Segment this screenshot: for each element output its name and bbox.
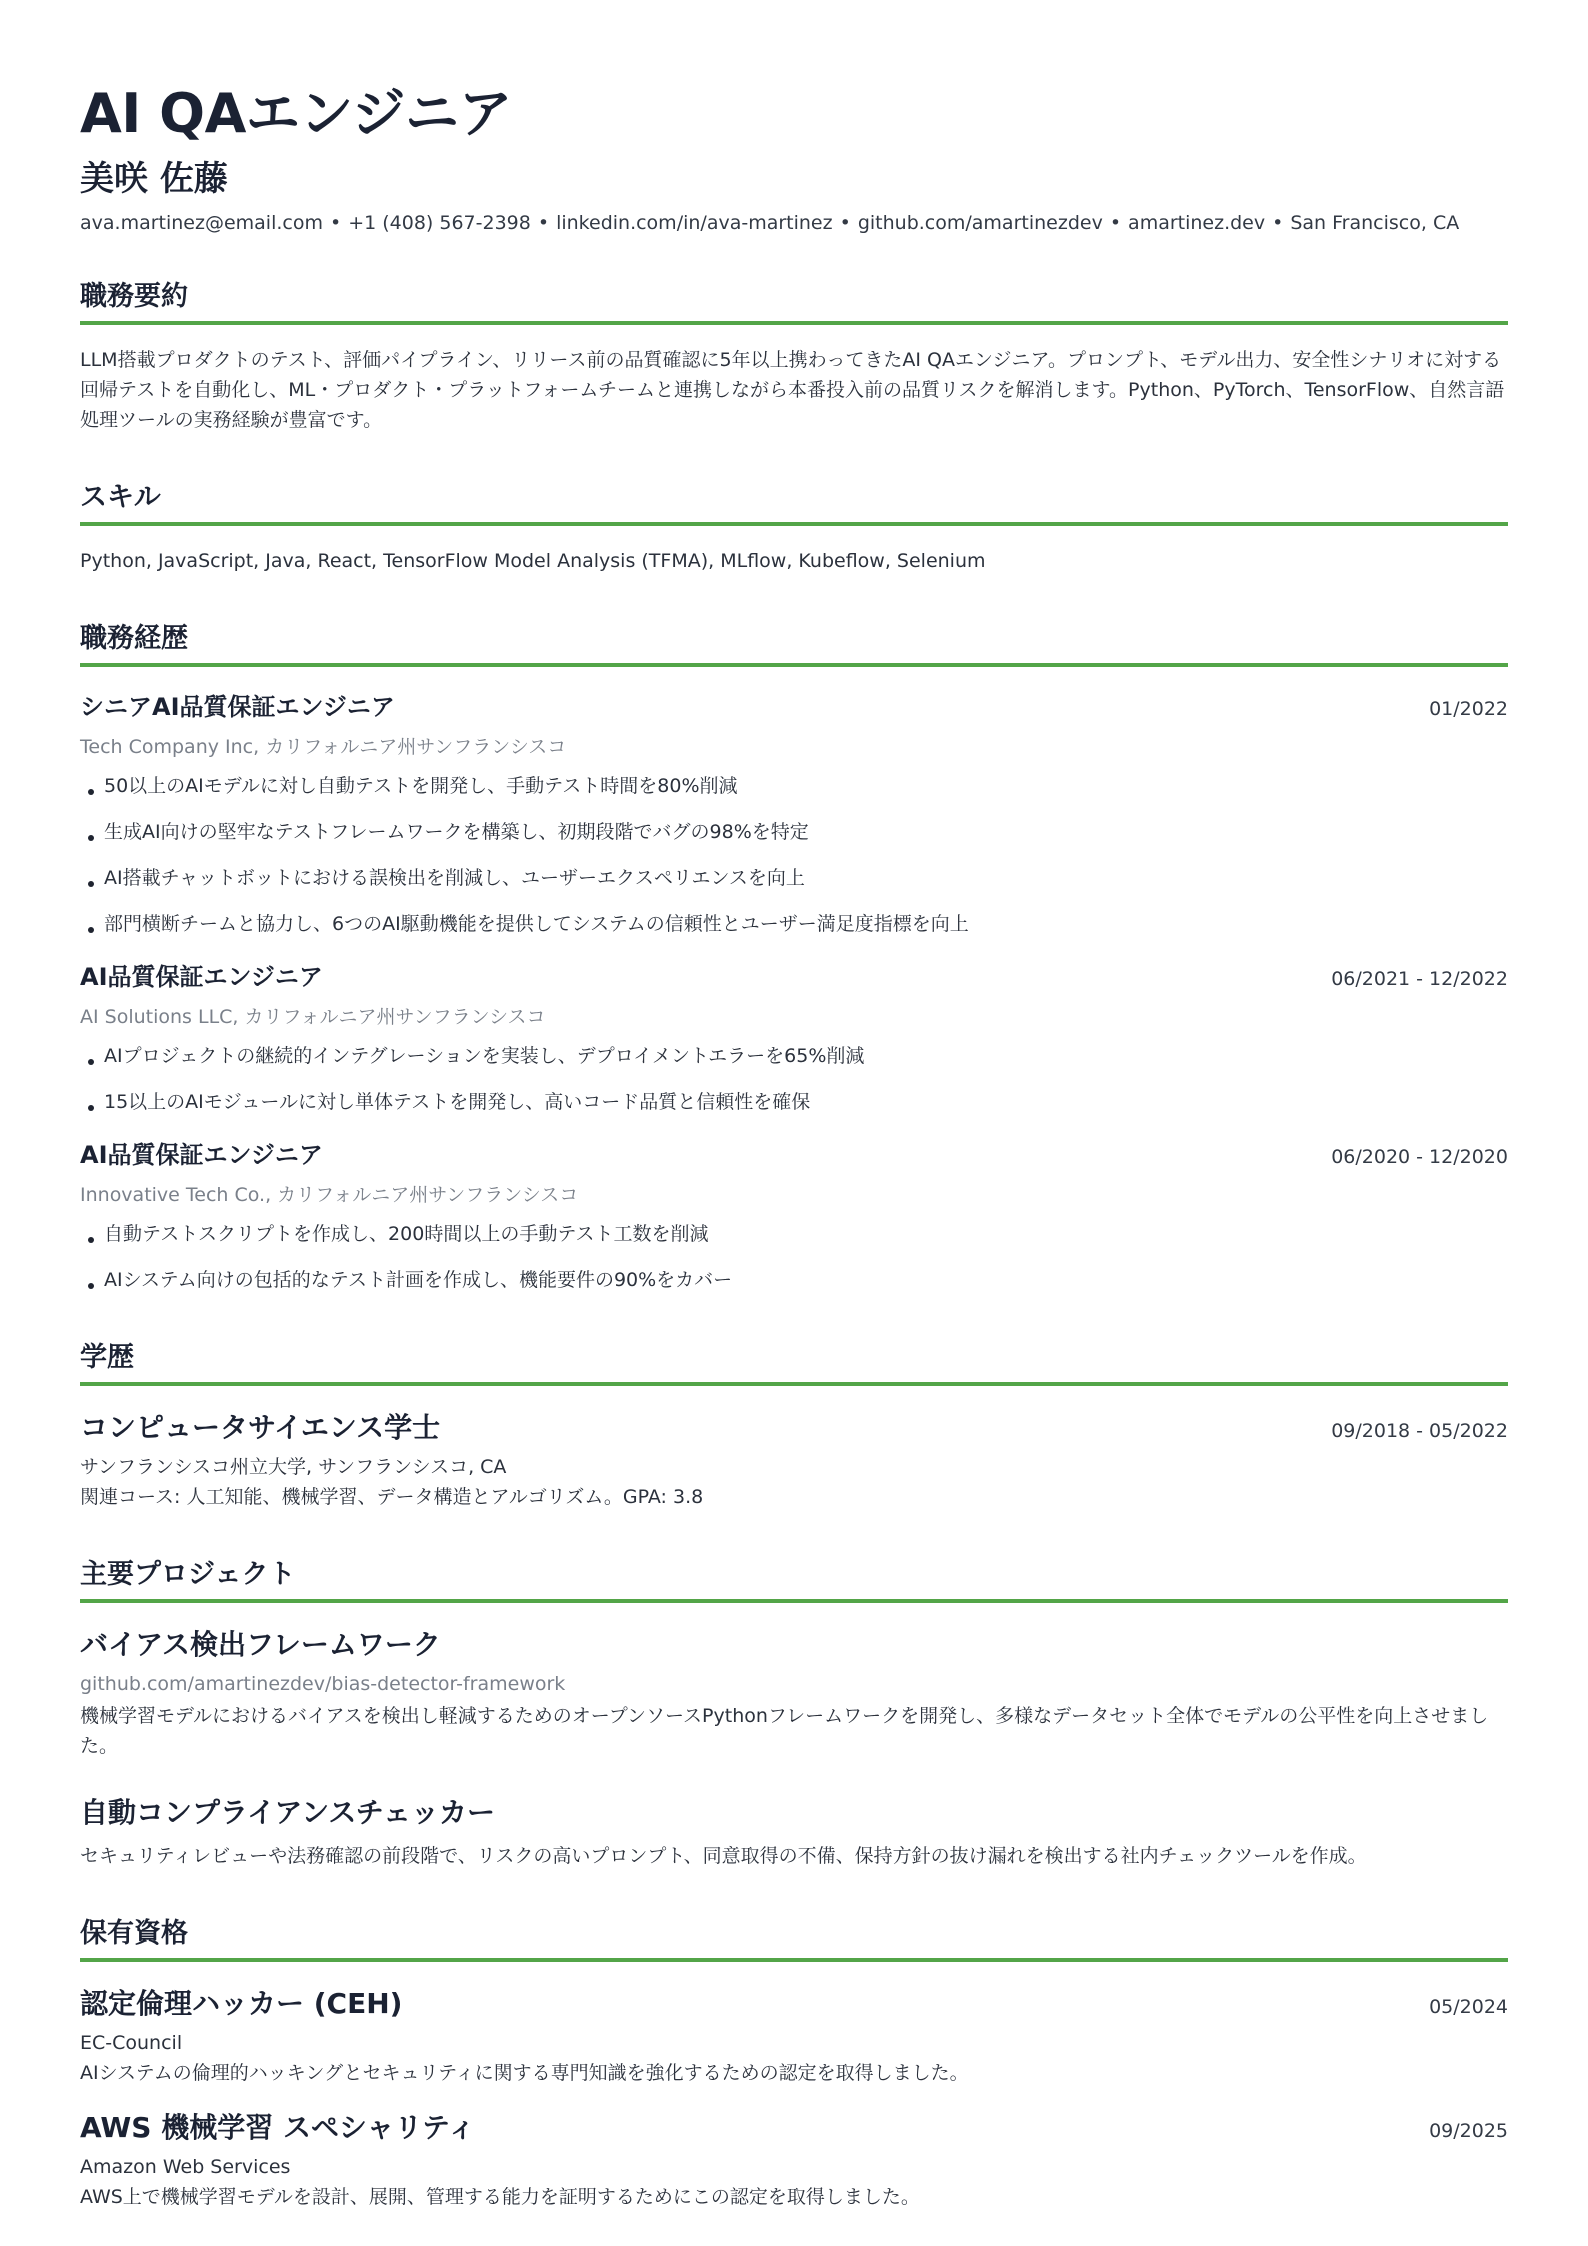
experience-entry (80, 1135, 1508, 1295)
bullet-item: AIシステム向けの包括的なテスト計画を作成し、機能要件の90%をカバー (80, 1265, 1508, 1295)
experience-heading: 職務経歴 (80, 616, 1508, 667)
experience-entry (80, 957, 1508, 1117)
certifications-heading: 保有資格 (80, 1911, 1508, 1962)
summary-heading: 職務要約 (80, 274, 1508, 325)
contact-separator: • (839, 211, 851, 234)
skills-text: Python, JavaScript, Java, React, TensorFlow Model Analysis (TFMA), MLflow, Kubeflow, Selenium (80, 549, 986, 572)
contact-separator: • (537, 211, 550, 234)
job-company: Innovative Tech Co., カリフォルニア州サンフランシスコ (80, 1183, 579, 1206)
summary-section (80, 274, 1508, 435)
bullet-item: 50以上のAIモデルに対し自動テストを開発し、手動テスト時間を80%削減 (80, 771, 1508, 801)
contact-line (80, 212, 1508, 234)
contact-website[interactable]: amartinez.dev (1128, 211, 1266, 234)
job-date: 06/2021 - 12/2022 (1331, 967, 1508, 990)
certification-name: AWS 機械学習 スペシャリティ (80, 2110, 476, 2144)
experience-section (80, 616, 1508, 1295)
job-bullets (80, 1041, 1508, 1117)
project-name: 自動コンプライアンスチェッカー (80, 1795, 495, 1829)
contact-location: San Francisco, CA (1290, 211, 1460, 234)
education-heading: 学歴 (80, 1335, 1508, 1386)
project-name: バイアス検出フレームワーク (80, 1627, 441, 1661)
project-description: 機械学習モデルにおけるバイアスを検出し軽減するためのオープンソースPythonフレームワークを開発し、多様なデータセット全体でモデルの公平性を向上させました。 (80, 1704, 1489, 1757)
contact-github[interactable]: github.com/amartinezdev (857, 211, 1103, 234)
project-entry (80, 1791, 1508, 1871)
projects-section (80, 1552, 1508, 1871)
job-company: AI Solutions LLC, カリフォルニア州サンフランシスコ (80, 1005, 546, 1028)
relevant-courses: 関連コース: 人工知能、機械学習、データ構造とアルゴリズム。GPA: 3.8 (80, 1485, 704, 1508)
certification-entry (80, 1982, 1508, 2088)
bullet-item: AI搭載チャットボットにおける誤検出を削減し、ユーザーエクスペリエンスを向上 (80, 863, 1508, 893)
certification-name: 認定倫理ハッカー (CEH) (80, 1986, 403, 2020)
contact-separator: • (329, 211, 342, 234)
job-title: シニアAI品質保証エンジニア (80, 692, 395, 721)
candidate-name: 美咲 佐藤 (80, 158, 228, 199)
job-bullets (80, 1219, 1508, 1295)
certification-description: AIシステムの倫理的ハッキングとセキュリティに関する専門知識を強化するための認定を取得しました。 (80, 2061, 969, 2084)
job-bullets (80, 771, 1508, 939)
project-description: セキュリティレビューや法務確認の前段階で、リスクの高いプロンプト、同意取得の不備、保持方針の抜け漏れを検出する社内チェックツールを作成。 (80, 1844, 1367, 1867)
contact-email[interactable]: ava.martinez@email.com (80, 211, 323, 234)
education-section (80, 1335, 1508, 1512)
certification-date: 09/2025 (1429, 2119, 1508, 2142)
job-title: AI品質保証エンジニア (80, 962, 323, 991)
contact-linkedin[interactable]: linkedin.com/in/ava-martinez (556, 211, 833, 234)
education-entry (80, 1406, 1508, 1512)
certification-entry (80, 2106, 1508, 2212)
certification-description: AWS上で機械学習モデルを設計、展開、管理する能力を証明するためにこの認定を取得しました。 (80, 2185, 920, 2208)
certification-issuer: EC-Council (80, 2031, 183, 2054)
school-name: サンフランシスコ州立大学, サンフランシスコ, CA (80, 1455, 507, 1478)
certifications-section (80, 1911, 1508, 2212)
education-date: 09/2018 - 05/2022 (1331, 1419, 1508, 1442)
degree-title: コンピュータサイエンス学士 (80, 1410, 441, 1444)
bullet-item: 15以上のAIモジュールに対し単体テストを開発し、高いコード品質と信頼性を確保 (80, 1087, 1508, 1117)
job-date: 06/2020 - 12/2020 (1331, 1145, 1508, 1168)
bullet-item: 自動テストスクリプトを作成し、200時間以上の手動テスト工数を削減 (80, 1219, 1508, 1249)
certification-date: 05/2024 (1429, 1995, 1508, 2018)
skills-heading: スキル (80, 475, 1508, 526)
bullet-item: AIプロジェクトの継続的インテグレーションを実装し、デプロイメントエラーを65%削減 (80, 1041, 1508, 1071)
summary-text: LLM搭載プロダクトのテスト、評価パイプライン、リリース前の品質確認に5年以上携わってきたAI QAエンジニア。プロンプト、モデル出力、安全性シナリオに対する回帰テストを自動化し、ML・プロダクト・プラットフォームチームと連携しながら本番投入前の品質リスクを解消します。Python、PyTorch、TensorFlow、自然言語処理ツールの実務経験が豊富です。 (80, 348, 1505, 431)
bullet-item: 生成AI向けの堅牢なテストフレームワークを構築し、初期段階でバグの98%を特定 (80, 817, 1508, 847)
bullet-item: 部門横断チームと協力し、6つのAI駆動機能を提供してシステムの信頼性とユーザー満足度指標を向上 (80, 909, 1508, 939)
certification-issuer: Amazon Web Services (80, 2155, 291, 2178)
resume-title: AI QAエンジニア (80, 82, 513, 145)
contact-separator: • (1272, 211, 1284, 234)
job-company: Tech Company Inc, カリフォルニア州サンフランシスコ (80, 735, 567, 758)
contact-separator: • (1109, 211, 1122, 234)
contact-phone[interactable]: +1 (408) 567-2398 (348, 211, 531, 234)
projects-heading: 主要プロジェクト (80, 1552, 1508, 1603)
experience-entry (80, 687, 1508, 939)
job-date: 01/2022 (1429, 697, 1508, 720)
job-title: AI品質保証エンジニア (80, 1140, 323, 1169)
skills-section (80, 475, 1508, 576)
project-link[interactable]: github.com/amartinezdev/bias-detector-framework (80, 1672, 566, 1695)
project-entry (80, 1623, 1508, 1761)
